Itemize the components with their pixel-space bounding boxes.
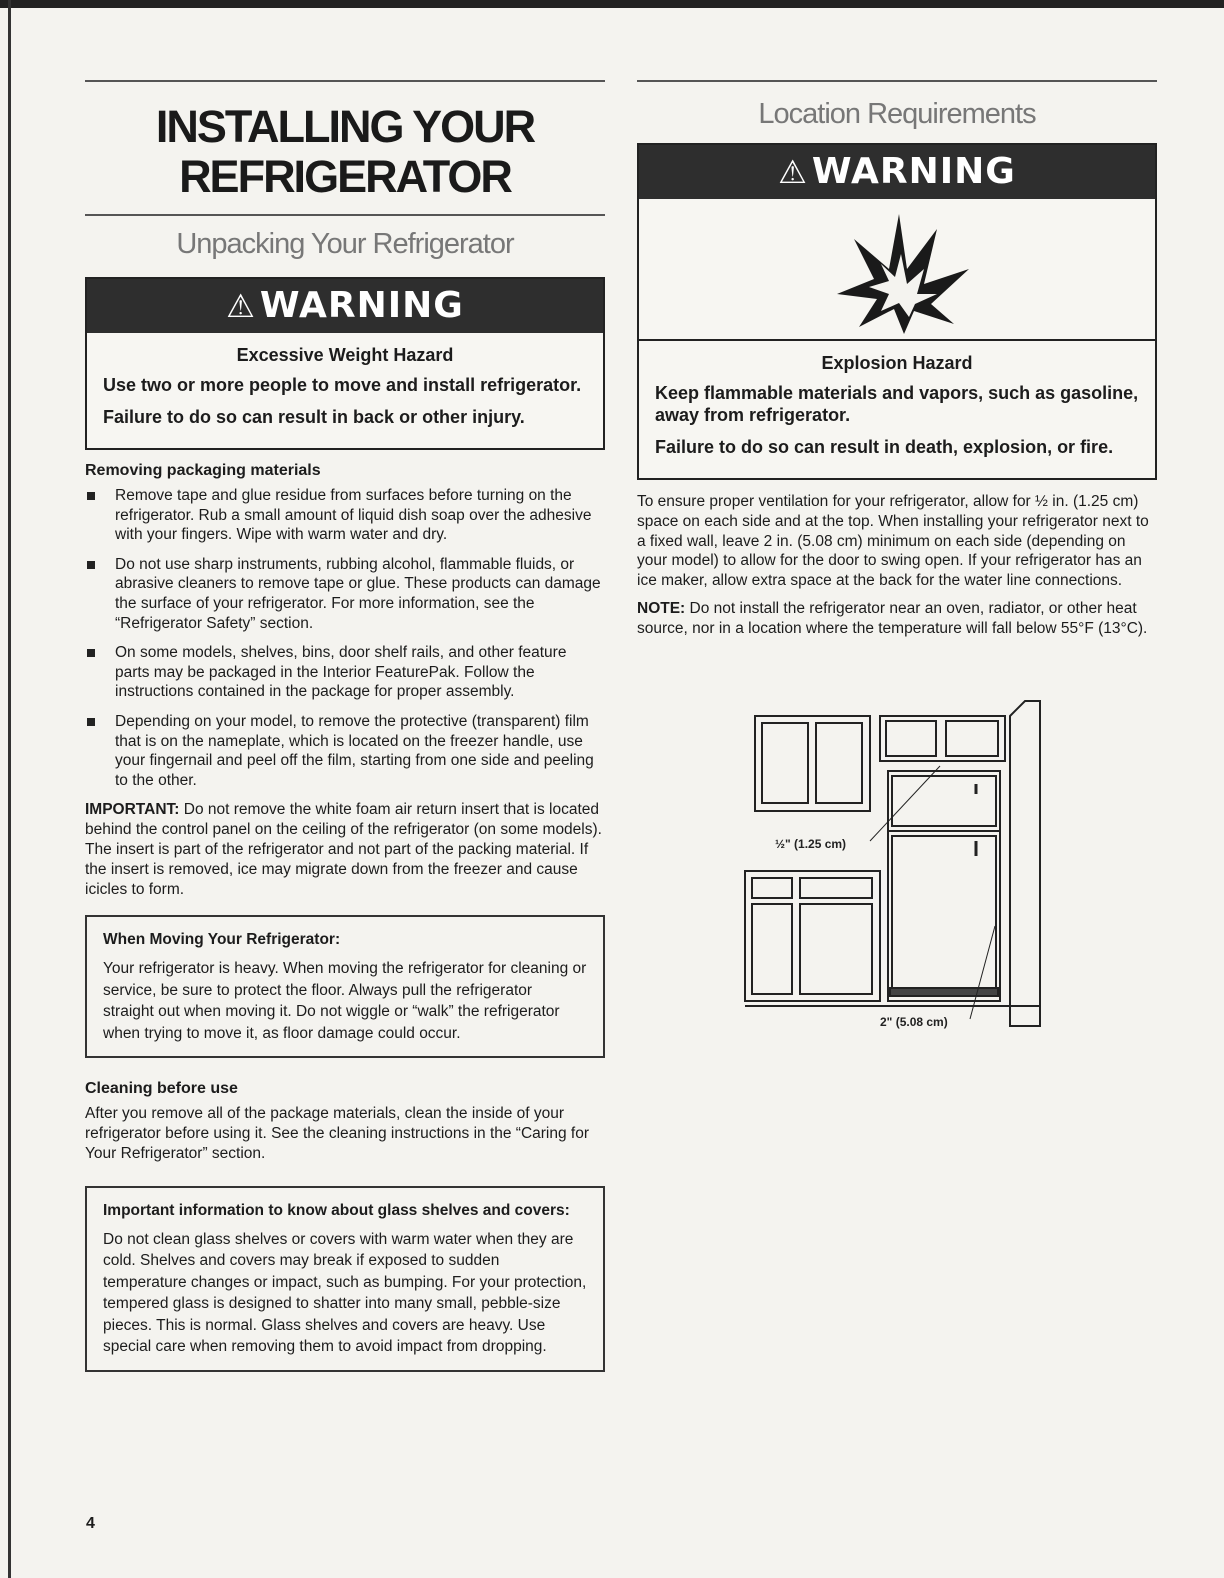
hazard-name: Explosion Hazard bbox=[821, 353, 973, 373]
refrigerator bbox=[888, 771, 1000, 1001]
hazard-name: Excessive Weight Hazard bbox=[236, 345, 454, 365]
list-item-text: Remove tape and glue residue from surfaces before turning on the refrigerator. Rub a small amount of liquid dish soap over the adhesive with your fingers. Wipe with warm water and dry. bbox=[115, 487, 592, 544]
page-edge bbox=[0, 0, 1224, 8]
list-item-text: Depending on your model, to remove the protective (transparent) film that is on the nameplate, which is located on the freezer handle, use your fingernail and peel off the film, starting from one side and peeling to the other. bbox=[115, 712, 594, 789]
warning-consequence: Failure to do so can result in death, explosion, or fire. bbox=[655, 437, 1114, 457]
bullet-icon bbox=[87, 649, 95, 657]
glass-box-text: Do not clean glass shelves or covers with warm water when they are cold. Shelves and covers may break if exposed to sudden temperature changes or impact, such as bumping. For your protection, tempered glass is designed to shatter into many small, pebble-size pieces. This is normal. Glass shelves and covers are heavy. Use special care when removing them to avoid impact from dropping. bbox=[103, 1230, 587, 1356]
ventilation-text: To ensure proper ventilation for your refrigerator, allow for ½ in. (1.25 cm) space on each side and at the top. When installing your refrigerator next to a fixed wall, leave 2 in. (5.08 cm) minimum on each side (depending on your model) to allow for the door to swing open. If your refrigerator has an ice maker, allow extra space at the back for the water line connections. bbox=[637, 493, 1149, 590]
removing-heading: Removing packaging materials bbox=[85, 462, 321, 479]
warning-header bbox=[87, 279, 603, 333]
page-edge-left bbox=[8, 0, 11, 1578]
left-column bbox=[85, 80, 605, 1372]
bullet-icon bbox=[87, 561, 95, 569]
warning-body bbox=[87, 333, 603, 448]
important-label: IMPORTANT: bbox=[85, 801, 180, 819]
bullet-icon bbox=[87, 718, 95, 726]
moving-box bbox=[85, 915, 605, 1058]
warning-consequence: Failure to do so can result in back or other injury. bbox=[103, 407, 525, 427]
top-rule bbox=[85, 80, 605, 82]
moving-box-title: When Moving Your Refrigerator: bbox=[103, 931, 341, 949]
page-title bbox=[85, 102, 605, 202]
page-number: 4 bbox=[86, 1515, 95, 1532]
top-rule bbox=[637, 80, 1157, 82]
warning-label: WARNING bbox=[259, 285, 464, 326]
note-text: Do not install the refrigerator near an oven, radiator, or other heat source, nor in a location where the temperature will fall below 55°F (13°C). bbox=[637, 599, 1148, 637]
warning-instruction: Use two or more people to move and install refrigerator. bbox=[103, 375, 582, 395]
moving-box-text: Your refrigerator is heavy. When moving the refrigerator for cleaning or service, be sure to protect the floor. Always pull the refrigerator straight out when moving it. Do not wiggle or “walk” the refrigerator when trying to move it, as floor damage could occur. bbox=[103, 960, 587, 1042]
side-panel bbox=[1010, 701, 1040, 1026]
explosion-icon-area bbox=[639, 199, 1155, 341]
location-title: Location Requirements bbox=[758, 98, 1036, 130]
important-paragraph bbox=[85, 800, 605, 899]
list-item-text: Do not use sharp instruments, rubbing alcohol, flammable fluids, or abrasive cleaners to remove tape or glue. These products can damage the surface of your refrigerator. For more information, see the “Refrigerator Safety” section. bbox=[115, 555, 601, 632]
upper-cabinet-left bbox=[755, 716, 870, 811]
upper-cabinet-right bbox=[880, 716, 1005, 761]
note-label: NOTE: bbox=[637, 599, 686, 617]
page-title-line1: INSTALLING YOUR bbox=[155, 101, 535, 152]
cleaning-heading: Cleaning before use bbox=[85, 1080, 238, 1098]
glass-box-title: Important information to know about glass shelves and covers: bbox=[103, 1201, 570, 1219]
list-item bbox=[85, 555, 605, 633]
half-inch-label: ½" (1.25 cm) bbox=[775, 837, 847, 851]
lower-cabinet bbox=[745, 871, 880, 1001]
section-rule bbox=[85, 214, 605, 216]
two-inch-label: 2" (5.08 cm) bbox=[880, 1015, 948, 1029]
cleaning-text: After you remove all of the package materials, clean the inside of your refrigerator before using it. See the cleaning instructions in the “Caring for Your Refrigerator” section. bbox=[85, 1105, 590, 1162]
weight-warning-box bbox=[85, 277, 605, 450]
page-title-line2: REFRIGERATOR bbox=[179, 151, 511, 202]
explosion-warning-box bbox=[637, 143, 1157, 480]
important-text: Do not remove the white foam air return insert that is located behind the control panel on the ceiling of the refrigerator (on some models). The insert is part of the refrigerator and not part of the packing material. If the insert is removed, ice may migrate down from the freezer and cause icicles to form. bbox=[85, 801, 602, 898]
list-item-text: On some models, shelves, bins, door shelf rails, and other feature parts may be packaged in the Interior FeaturePak. Follow the instructions contained in the package for proper assembly. bbox=[115, 644, 567, 701]
clearance-diagram bbox=[740, 696, 1050, 1036]
list-item bbox=[85, 643, 605, 702]
note-paragraph bbox=[637, 599, 1157, 639]
warning-body bbox=[639, 341, 1155, 478]
right-column bbox=[637, 80, 1157, 647]
warning-instruction: Keep flammable materials and vapors, such as gasoline, away from refrigerator. bbox=[655, 383, 1139, 425]
warning-label: WARNING bbox=[811, 151, 1016, 192]
warning-header bbox=[639, 145, 1155, 199]
glass-box bbox=[85, 1186, 605, 1372]
unpacking-title: Unpacking Your Refrigerator bbox=[176, 228, 514, 260]
warning-triangle-icon: ⚠ bbox=[226, 287, 256, 325]
warning-triangle-icon: ⚠ bbox=[778, 153, 808, 191]
removing-list bbox=[85, 486, 605, 790]
bullet-icon bbox=[87, 492, 95, 500]
list-item bbox=[85, 486, 605, 545]
explosion-icon bbox=[819, 199, 979, 339]
list-item bbox=[85, 712, 605, 790]
